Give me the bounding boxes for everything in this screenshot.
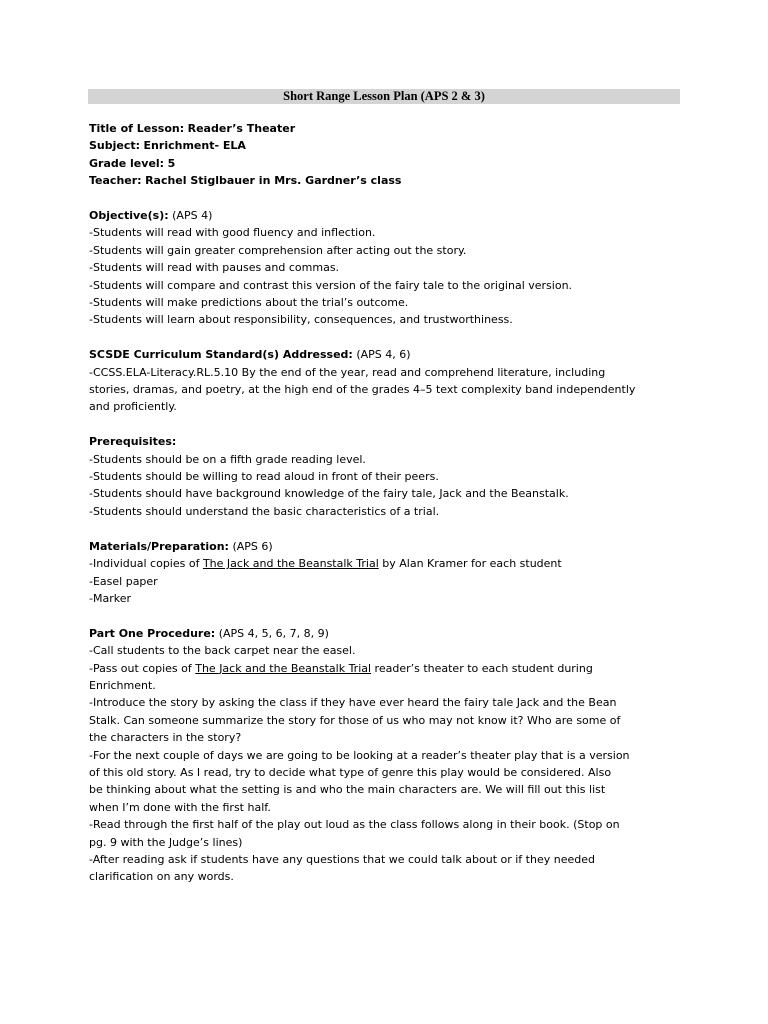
grade-label: Grade level:	[89, 156, 165, 170]
prerequisite-item: -Students should be willing to read aloud in front of their peers.	[89, 470, 439, 484]
material-item: -Easel paper	[89, 574, 158, 588]
procedure-step-continued: when I’m done with the first half.	[89, 800, 271, 814]
subject-value: Enrichment- ELA	[143, 139, 246, 153]
prerequisites-heading-line	[89, 433, 679, 450]
standards-heading-line	[89, 346, 679, 363]
prerequisite-item: -Students should understand the basic characteristics of a trial.	[89, 504, 440, 518]
lesson-title-value: Reader’s Theater	[187, 122, 296, 135]
objective-item: -Students will read with good fluency and inflection.	[89, 226, 376, 240]
procedure-step: -After reading ask if students have any questions that we could talk about or if they needed	[89, 852, 595, 866]
materials-heading-line	[89, 538, 679, 555]
page-title: Short Range Lesson Plan (APS 2 & 3)	[88, 89, 680, 104]
teacher-value: Rachel Stiglbauer in Mrs. Gardner’s class	[145, 174, 402, 188]
standards-text-line: and proficiently.	[89, 400, 177, 414]
objective-item: -Students will learn about responsibility, consequences, and trustworthiness.	[89, 313, 513, 327]
prerequisite-item: -Students should be on a fifth grade reading level.	[89, 452, 366, 466]
standards-text-line: stories, dramas, and poetry, at the high end of the grades 4–5 text complexity band independently	[89, 383, 636, 397]
procedure-step-continued: the characters in the story?	[89, 731, 242, 745]
lesson-plan-body	[89, 120, 679, 886]
material-item-text: -Individual copies of	[89, 557, 203, 571]
procedure-step: -Introduce the story by asking the class if they have ever heard the fairy tale Jack and the Bean	[89, 696, 617, 710]
subject-label: Subject:	[89, 139, 141, 153]
lesson-title-label: Title of Lesson:	[89, 122, 185, 135]
procedure-step-continued: of this old story. As I read, try to decide what type of genre this play would be considered. Also	[89, 765, 612, 779]
teacher-label: Teacher:	[89, 174, 142, 188]
procedure-step: -For the next couple of days we are going to be looking at a reader’s theater play that is a version	[89, 748, 630, 762]
procedure-heading-line	[89, 625, 679, 642]
procedure-step-continued: Enrichment.	[89, 678, 156, 692]
procedure-step-continued: be thinking about what the setting is and who the main characters are. We will fill out this list	[89, 783, 606, 797]
book-title: The Jack and the Beanstalk Trial	[202, 557, 379, 571]
subject-line	[89, 137, 679, 154]
standards-heading: SCSDE Curriculum Standard(s) Addressed:	[89, 348, 353, 362]
procedure-heading: Part One Procedure:	[89, 626, 216, 640]
materials-heading: Materials/Preparation:	[89, 539, 229, 553]
objective-item: -Students will gain greater comprehension after acting out the story.	[89, 243, 467, 257]
material-item-text: by Alan Kramer for each student	[378, 557, 562, 571]
materials-aps: (APS 6)	[232, 539, 273, 553]
procedure-step-continued: pg. 9 with the Judge’s lines)	[89, 835, 243, 849]
lesson-title-line	[89, 120, 679, 137]
procedure-step	[89, 660, 679, 677]
teacher-line	[89, 172, 679, 189]
prerequisite-item: -Students should have background knowledge of the fairy tale, Jack and the Beanstalk.	[89, 487, 569, 501]
procedure-step-text: reader’s theater to each student during	[371, 661, 593, 675]
procedure-step-continued: clarification on any words.	[89, 870, 234, 884]
standards-aps: (APS 4, 6)	[356, 348, 411, 362]
objective-item: -Students will make predictions about the trial’s outcome.	[89, 296, 409, 310]
objectives-aps: (APS 4)	[172, 209, 213, 223]
procedure-step-continued: Stalk. Can someone summarize the story for those of us who may not know it? Who are some of	[89, 713, 621, 727]
grade-line	[89, 155, 679, 172]
material-item	[89, 555, 679, 572]
objectives-heading: Objective(s):	[89, 209, 169, 223]
objectives-heading-line	[89, 207, 679, 224]
procedure-step: -Call students to the back carpet near the easel.	[89, 644, 356, 658]
procedure-step-text: -Pass out copies of	[89, 661, 196, 675]
procedure-step: -Read through the first half of the play out loud as the class follows along in their book. (Stop on	[89, 818, 620, 832]
prerequisites-heading: Prerequisites:	[89, 435, 177, 449]
procedure-aps: (APS 4, 5, 6, 7, 8, 9)	[218, 626, 329, 640]
grade-value: 5	[167, 156, 176, 170]
standards-text-line: -CCSS.ELA-Literacy.RL.5.10 By the end of the year, read and comprehend literature, including	[89, 365, 606, 379]
book-title: The Jack and the Beanstalk Trial	[195, 661, 372, 675]
material-item: -Marker	[89, 591, 131, 605]
objective-item: -Students will compare and contrast this version of the fairy tale to the original version.	[89, 278, 573, 292]
objective-item: -Students will read with pauses and commas.	[89, 261, 340, 275]
